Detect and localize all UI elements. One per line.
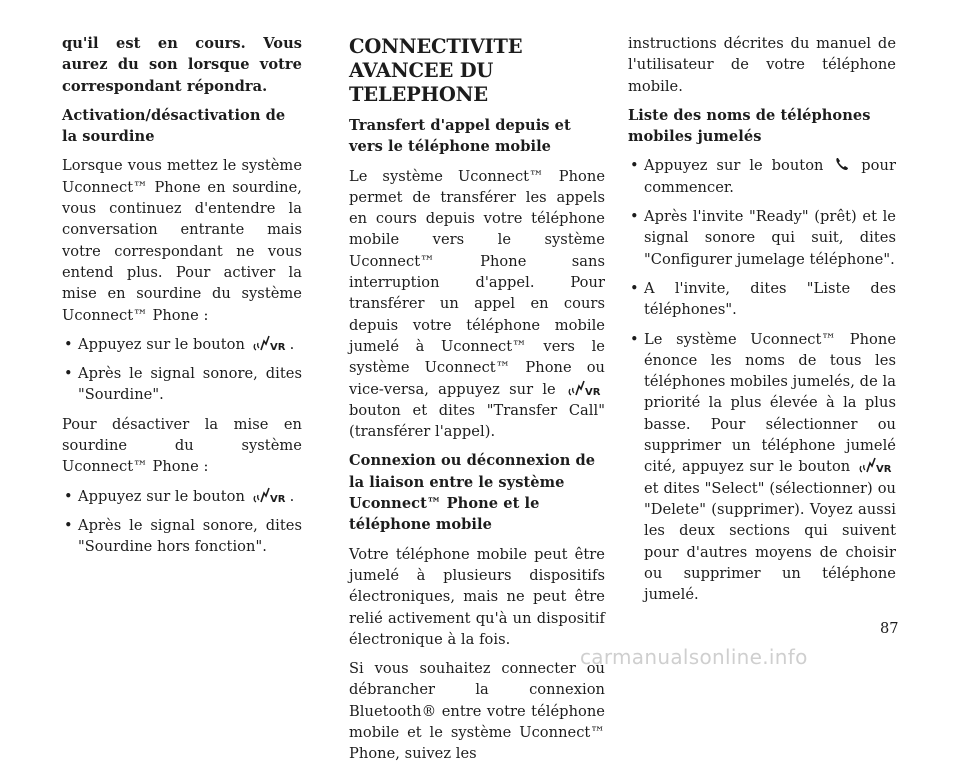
column-left (62, 33, 302, 566)
list-item: • Le système Uconnect™ Phone énonce les noms de tous les téléphones mobiles jumelés, de la priorité la plus élevée à la plus basse. Pour sélectionner ou supprimer un téléphone jumelé cité, appuyez sur le bouton VR et dites "Select" (sélectionner) ou "Delete" (supprimer). Voyez aussi les deux sections qui suivent pour d'autres moyens de choisir ou supprimer un téléphone jumelé. (628, 329, 896, 606)
section-heading-mute: Activation/désactivation de la sourdine (62, 106, 286, 146)
svg-text:VR: VR (875, 464, 892, 476)
paragraph-mute-deactivate: Pour désactiver la mise en sourdine du système Uconnect™ Phone : (62, 415, 302, 476)
svg-text:VR: VR (269, 341, 286, 353)
list-item: • Appuyez sur le bouton pour commencer. (628, 155, 896, 198)
continued-paragraph: qu'il est en cours. Vous aurez du son lorsque votre correspondant répondra. (62, 35, 302, 95)
list-item: • Appuyez sur le bouton VR . (62, 486, 302, 507)
watermark: carmanualsonline.info (580, 645, 808, 669)
section-heading-transfer: Transfert d'appel depuis et vers le téléphone mobile (349, 117, 571, 156)
list-activate-mute (62, 334, 302, 406)
svg-text:VR: VR (269, 493, 286, 505)
section-heading-paired-list: Liste des noms de téléphones mobiles jumelés (628, 106, 871, 146)
list-item: • Après le signal sonore, dites "Sourdine". (62, 363, 302, 406)
column-middle (349, 33, 605, 773)
list-item: • Appuyez sur le bouton VR . (62, 334, 302, 355)
paragraph-transfer: Le système Uconnect™ Phone permet de transférer les appels en cours depuis votre téléphone mobile vers le système Uconnect™ Phone sans interruption d'appel. Pour transférer un appel en cours depuis votre téléphone mobile jumelé à Uconnect™ vers le système Uconnect™ Phone ou vice-versa, appuyez sur le VR bouton et dites "Transfer Call" (transférer l'appel). (349, 167, 605, 441)
svg-text:VR: VR (585, 386, 601, 398)
list-item: • Après l'invite "Ready" (prêt) et le signal sonore qui suit, dites "Configurer jumelage téléphone". (628, 206, 896, 270)
phone-handset-icon (834, 156, 850, 172)
section-title: CONNECTIVITE AVANCEE DU TELEPHONE (349, 35, 523, 106)
section-heading-connect: Connexion ou déconnexion de la liaison entre le système Uconnect™ Phone et le téléphone mobile (349, 452, 596, 534)
voice-recognition-icon (252, 335, 288, 353)
page-number: 87 (880, 620, 899, 637)
list-item: • A l'invite, dites "Liste des téléphones". (628, 278, 896, 321)
column-right (628, 33, 896, 613)
list-item: • Après le signal sonore, dites "Sourdine hors fonction". (62, 515, 302, 558)
voice-recognition-icon (567, 380, 603, 398)
voice-recognition-icon (858, 457, 894, 475)
list-deactivate-mute (62, 486, 302, 558)
continued-paragraph: instructions décrites du manuel de l'utilisateur de votre téléphone mobile. (628, 35, 896, 95)
paragraph-connect-1: Votre téléphone mobile peut être jumelé à plusieurs dispositifs électroniques, mais ne peut être relié activement qu'à un dispositif électronique à la fois. (349, 545, 605, 648)
paragraph-connect-2: Si vous souhaitez connecter ou débrancher la connexion Bluetooth® entre votre téléphone mobile et le système Uconnect™ Phone, suivez les (349, 660, 605, 763)
paragraph-mute-intro: Lorsque vous mettez le système Uconnect™ Phone en sourdine, vous continuez d'entendre la conversation entrante mais votre correspondant ne vous entend plus. Pour activer la mise en sourdine du système Uconnect™ Phone : (62, 157, 302, 324)
list-paired-phones (628, 155, 896, 605)
voice-recognition-icon (252, 487, 288, 505)
